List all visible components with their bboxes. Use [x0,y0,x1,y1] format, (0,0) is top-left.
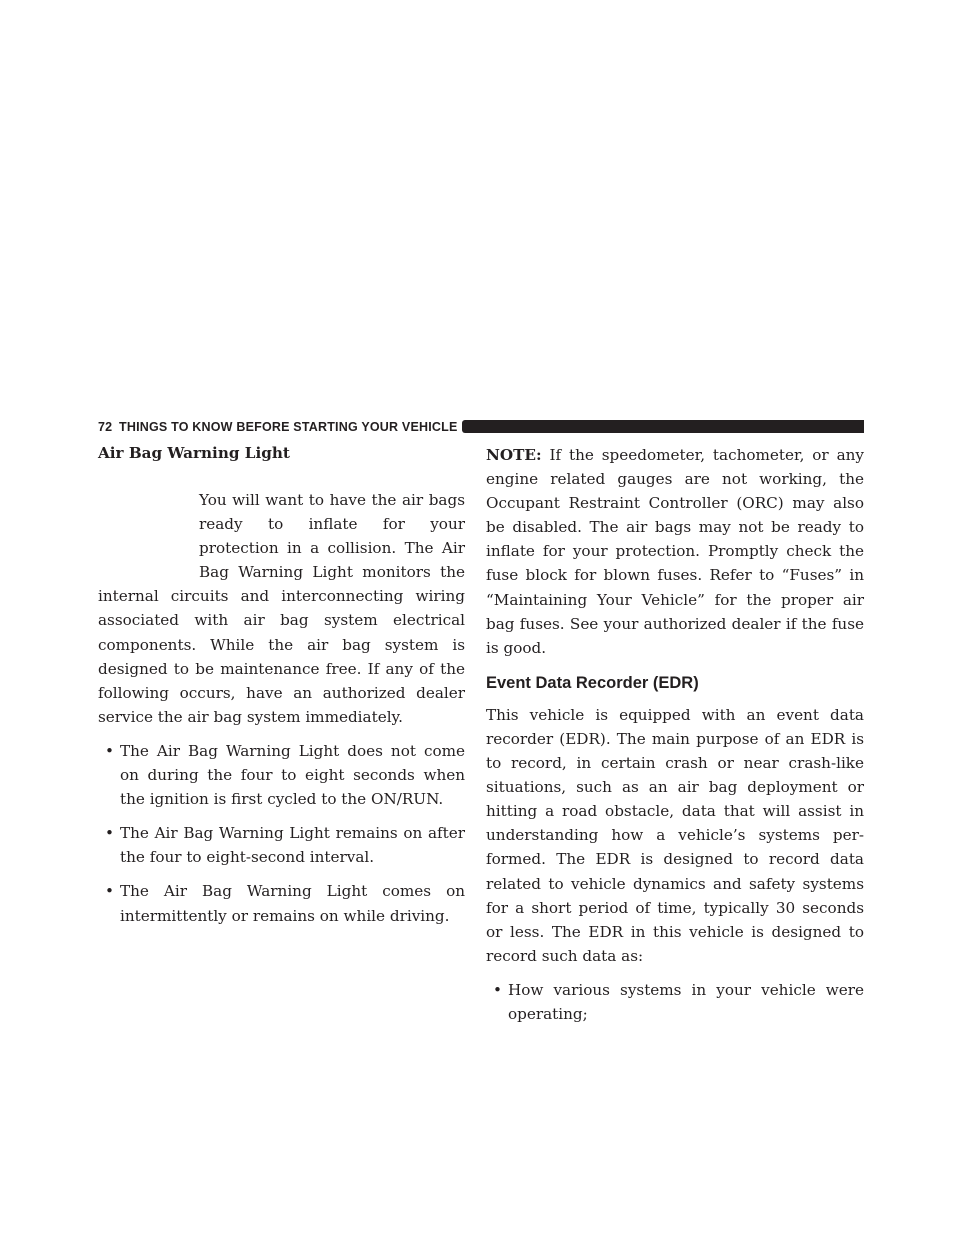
page-number: 72 [98,420,113,434]
list-item [98,879,465,927]
bullet-icon: • [105,824,114,843]
edr-paragraph: This vehicle is equipped with an event data recorder (EDR). The main purpose of an EDR is to record, in certain crash or near crash-like situations, such as an air bag deployment or hitting a road obstacle, data that will assist in understanding how a vehicle’s systems per-formed. The EDR is designed to record data related to vehicle dynamics and safety systems for a short period of time, typically 30 seconds or less. The EDR in this vehicle is designed to record such data as: [486,705,864,965]
edr-heading: Event Data Recorder (EDR) [486,673,699,692]
header-rule-bar [462,420,864,433]
right-column [486,443,864,1026]
air-bag-intro-text: You will want to have the air bags ready to inflate for your protection in a collision. The Air Bag Warning Light monitors the internal circuits and interconnecting wiring associated with air bag system electrical components. While the air bag system is designed to be maintenance free. If any of the following occurs, have an authorized dealer service the air bag system immediately. [98,491,465,726]
air-bag-intro-paragraph [98,488,465,729]
section-title: THINGS TO KNOW BEFORE STARTING YOUR VEHICLE [119,420,458,434]
note-label: NOTE: [486,446,542,464]
bullet-icon: • [493,980,502,999]
air-bag-warning-heading: Air Bag Warning Light [98,444,290,462]
page-header [98,418,864,436]
bullet-icon: • [105,741,114,760]
left-column [98,443,465,928]
note-paragraph [486,443,864,660]
air-bag-warning-icon-space [98,488,199,584]
list-item-text: How various systems in your vehicle were operating; [508,980,864,1023]
list-item-text: The Air Bag Warning Light does not come on during the four to eight seconds when the ignition is first cycled to the ON/RUN. [120,741,465,809]
list-item-text: The Air Bag Warning Light comes on intermittently or remains on while driving. [120,882,465,925]
list-item [486,978,864,1026]
list-item-text: The Air Bag Warning Light remains on after the four to eight-second interval. [120,824,465,867]
list-item [98,821,465,869]
list-item [98,739,465,811]
bullet-icon: • [105,882,114,901]
note-text: If the speedometer, tachometer, or any engine related gauges are not working, the Occupant Restraint Controller (ORC) may also be disabled. The air bags may not be ready to inflate for your protection. Promptly check the fuse block for blown fuses. Refer to “Fuses” in “Maintaining Your Vehicle” for the proper air bag fuses. See your authorized dealer if the fuse is good. [486,446,864,657]
